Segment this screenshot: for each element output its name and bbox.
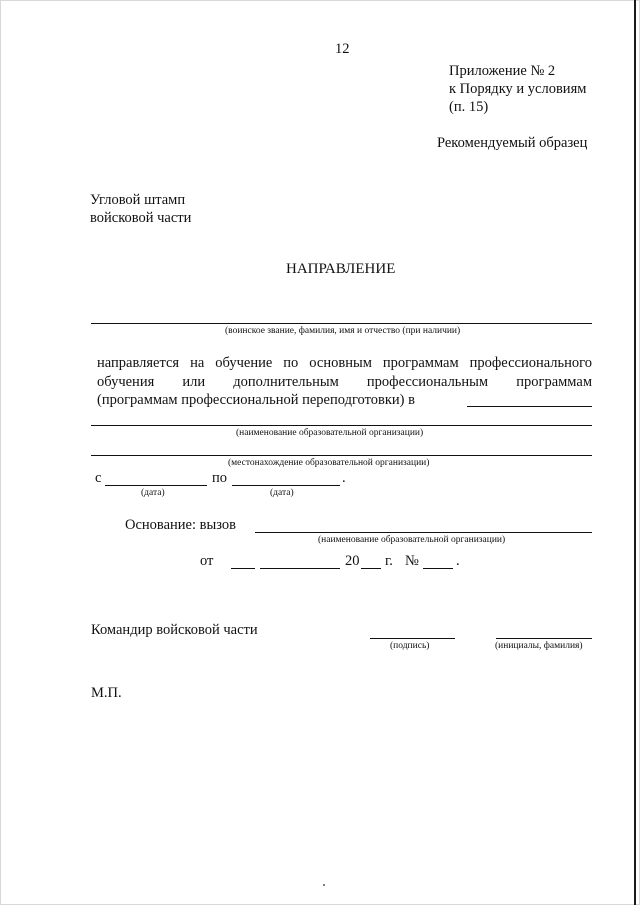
basis-year-prefix: 20 — [345, 553, 360, 569]
stamp-line-1: Угловой штамп — [90, 192, 186, 208]
date-to-caption: (дата) — [270, 488, 294, 498]
scan-speck — [323, 884, 325, 886]
body-line-2: обучения или дополнительным профессиональным программам — [97, 374, 592, 390]
date-from-caption: (дата) — [141, 488, 165, 498]
scan-edge — [634, 0, 636, 905]
organization-name-field[interactable] — [91, 425, 592, 426]
basis-from-label: от — [200, 553, 214, 569]
basis-day-field[interactable] — [231, 568, 255, 569]
date-to-field[interactable] — [232, 485, 340, 486]
body-line-1: направляется на обучение по основным программам профессионального — [97, 355, 592, 371]
period-end-dot: . — [342, 470, 346, 486]
signature-field[interactable] — [370, 638, 455, 639]
organization-field-start[interactable] — [467, 406, 592, 407]
basis-number-field[interactable] — [423, 568, 453, 569]
organization-location-field[interactable] — [91, 455, 592, 456]
period-to-label: по — [212, 470, 228, 486]
seal-place: М.П. — [91, 685, 122, 701]
signature-caption: (подпись) — [390, 641, 430, 651]
basis-organization-field[interactable] — [255, 532, 592, 533]
stamp-line-2: войсковой части — [90, 210, 192, 226]
basis-year-suffix: г. — [385, 553, 393, 569]
document-title: НАПРАВЛЕНИЕ — [286, 261, 396, 277]
appendix-line-2: к Порядку и условиям — [449, 81, 587, 97]
initials-surname-caption: (инициалы, фамилия) — [495, 641, 583, 651]
initials-surname-field[interactable] — [496, 638, 592, 639]
rank-name-caption: (воинское звание, фамилия, имя и отчество (при наличии) — [225, 326, 461, 336]
appendix-line-1: Приложение № 2 — [449, 63, 556, 79]
sample-label: Рекомендуемый образец — [437, 135, 588, 151]
body-line-3: (программам профессиональной переподготовки) в — [97, 392, 415, 408]
rank-name-field[interactable] — [91, 323, 592, 324]
basis-label: Основание: вызов — [125, 517, 236, 533]
page-number: 12 — [335, 41, 350, 57]
basis-month-field[interactable] — [260, 568, 340, 569]
basis-end-dot: . — [456, 553, 460, 569]
appendix-line-3: (п. 15) — [449, 99, 489, 115]
date-from-field[interactable] — [105, 485, 207, 486]
organization-name-caption: (наименование образовательной организации) — [236, 428, 424, 438]
period-from-label: с — [95, 470, 102, 486]
commander-label: Командир войсковой части — [91, 622, 258, 638]
basis-year-field[interactable] — [361, 568, 381, 569]
basis-number-sign: № — [405, 553, 419, 569]
basis-organization-caption: (наименование образовательной организации) — [318, 535, 506, 545]
organization-location-caption: (местонахождение образовательной организации) — [228, 458, 430, 468]
